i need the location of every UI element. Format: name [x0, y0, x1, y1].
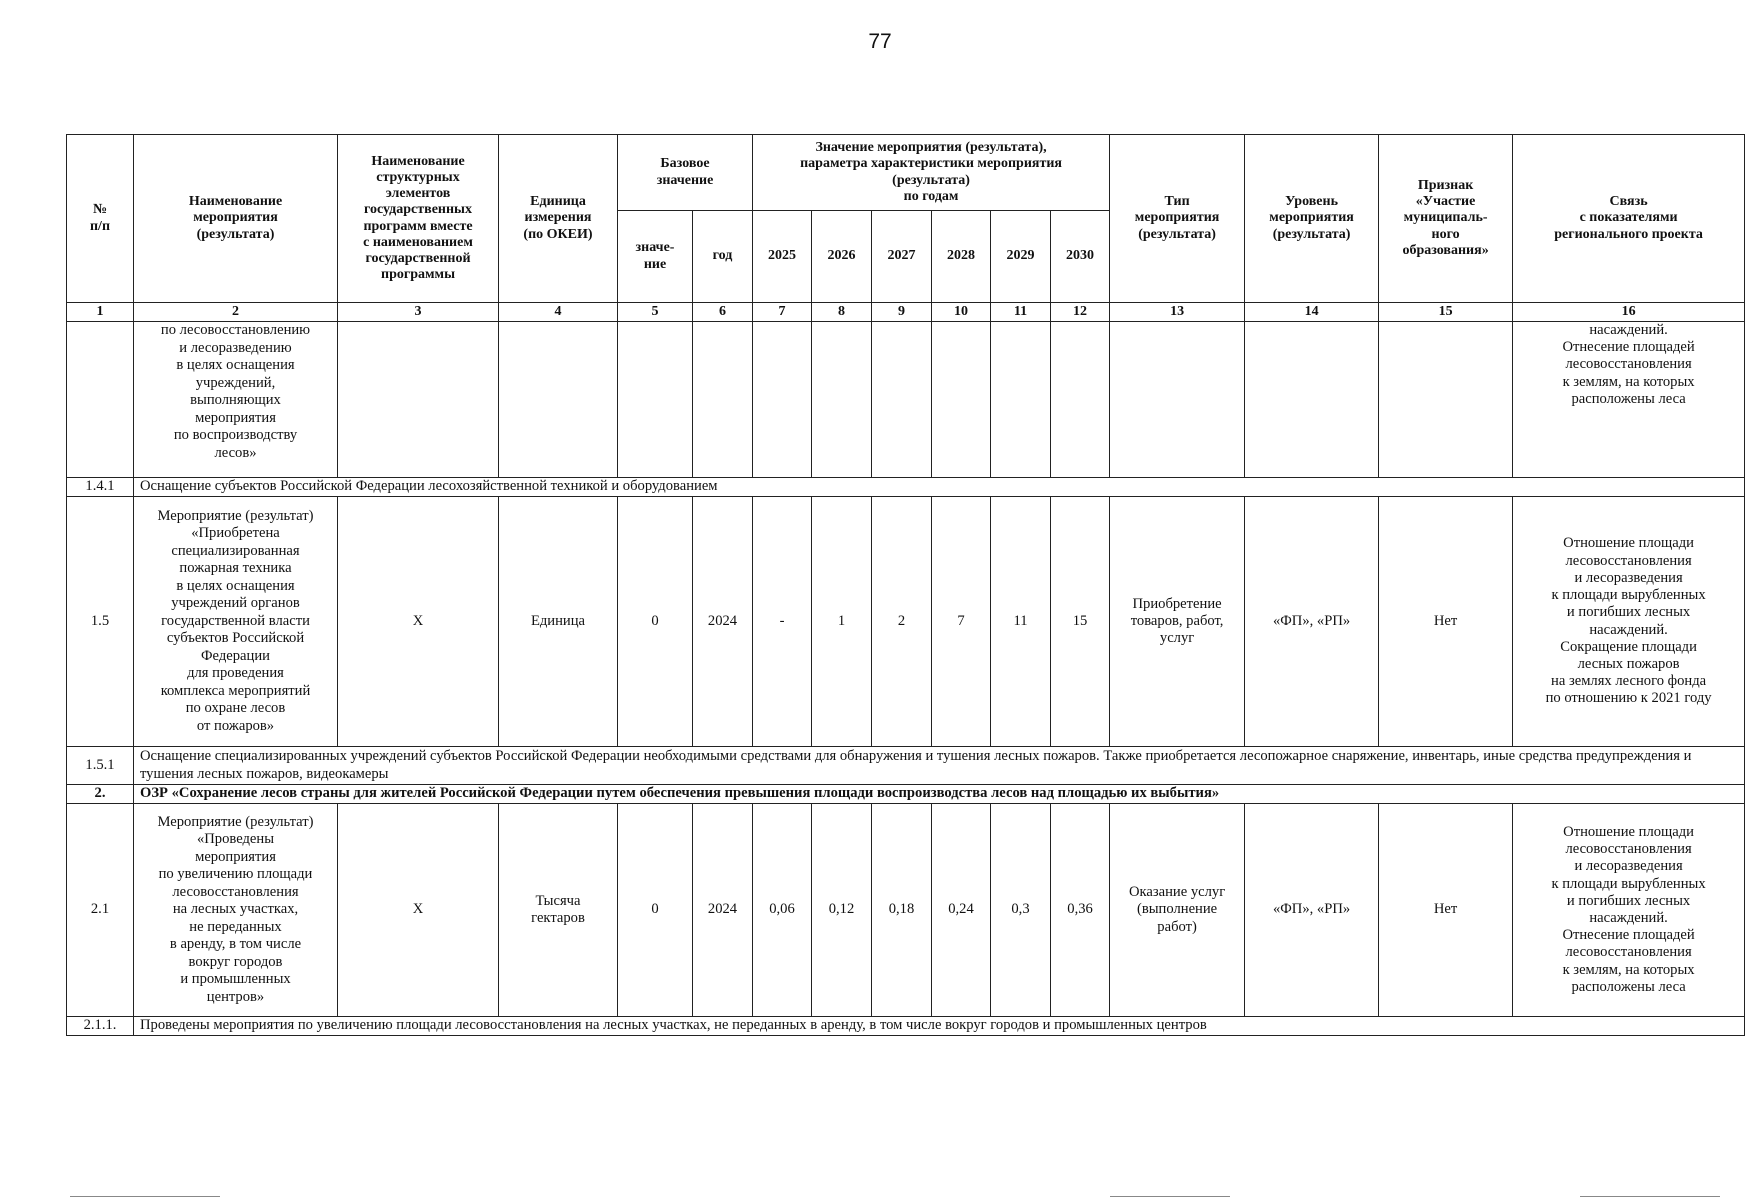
row-num-cell: 2.1.1.: [67, 1017, 134, 1036]
column-number: 8: [812, 303, 872, 322]
unit-cell: [499, 322, 618, 478]
column-number: 15: [1379, 303, 1513, 322]
column-number: 13: [1110, 303, 1245, 322]
column-number: 3: [338, 303, 499, 322]
header-base-value: Базовое значение: [618, 135, 753, 211]
municipal-cell: [1379, 322, 1513, 478]
column-number: 5: [618, 303, 693, 322]
header-base-value-value: значе- ние: [618, 211, 693, 303]
level-cell: [1245, 322, 1379, 478]
year-value-cell: [991, 322, 1051, 478]
column-numbers-row: [67, 303, 1745, 322]
table-row-2: [67, 785, 1745, 804]
header-year-2030: 2030: [1051, 211, 1110, 303]
table-row-1-4-1: [67, 478, 1745, 497]
year-value-cell: [812, 322, 872, 478]
table-row-2-1: [67, 804, 1745, 1017]
unit-cell: Тысяча гектаров: [499, 804, 618, 1017]
header-year-2026: 2026: [812, 211, 872, 303]
municipal-cell: Нет: [1379, 804, 1513, 1017]
year-value-cell: [753, 322, 812, 478]
header-values-by-year: Значение мероприятия (результата), параметра характеристики мероприятия (результата) по годам: [753, 135, 1110, 211]
level-cell: «ФП», «РП»: [1245, 804, 1379, 1017]
row-num-cell: 2.: [67, 785, 134, 804]
column-number: 2: [134, 303, 338, 322]
base-value-cell: 0: [618, 497, 693, 747]
struct-cell: [338, 322, 499, 478]
header-municipal: Признак «Участие муниципаль- ного образования»: [1379, 135, 1513, 303]
row-num-cell: 2.1: [67, 804, 134, 1017]
column-number: 7: [753, 303, 812, 322]
page-number: 77: [868, 30, 892, 53]
type-cell: [1110, 322, 1245, 478]
table-row-continuation: [67, 322, 1745, 478]
page-bottom-rule: [70, 1196, 220, 1197]
table-row-2-1-1: [67, 1017, 1745, 1036]
year-value-cell: 1: [812, 497, 872, 747]
unit-cell: Единица: [499, 497, 618, 747]
year-value-cell: 0,18: [872, 804, 932, 1017]
year-value-cell: 0,36: [1051, 804, 1110, 1017]
year-value-cell: 0,3: [991, 804, 1051, 1017]
header-row-1: [67, 135, 1745, 211]
base-year-cell: 2024: [693, 497, 753, 747]
header-link: Связь с показателями регионального проекта: [1513, 135, 1745, 303]
header-year-2029: 2029: [991, 211, 1051, 303]
page-bottom-rule: [1110, 1196, 1230, 1197]
year-value-cell: 11: [991, 497, 1051, 747]
base-value-cell: 0: [618, 804, 693, 1017]
header-base-value-year: год: [693, 211, 753, 303]
column-number: 12: [1051, 303, 1110, 322]
struct-cell: X: [338, 497, 499, 747]
row-num-cell: 1.5.1: [67, 747, 134, 785]
year-value-cell: 0,12: [812, 804, 872, 1017]
struct-cell: X: [338, 804, 499, 1017]
table-row-1-5: [67, 497, 1745, 747]
event-name-cell: Мероприятие (результат) «Приобретена специализированная пожарная техника в целях оснащения учреждений органов государственной власти субъектов Российской Федерации для проведения комплекса мероприятий по охране лесов от пожаров»: [134, 497, 338, 747]
header-year-2028: 2028: [932, 211, 991, 303]
column-number: 6: [693, 303, 753, 322]
header-year-2027: 2027: [872, 211, 932, 303]
year-value-cell: 15: [1051, 497, 1110, 747]
base-year-cell: 2024: [693, 804, 753, 1017]
year-value-cell: 7: [932, 497, 991, 747]
header-name: Наименование мероприятия (результата): [134, 135, 338, 303]
year-value-cell: [872, 322, 932, 478]
municipal-cell: Нет: [1379, 497, 1513, 747]
row-num-cell: 1.4.1: [67, 478, 134, 497]
base-year-cell: [693, 322, 753, 478]
header-level: Уровень мероприятия (результата): [1245, 135, 1379, 303]
year-value-cell: -: [753, 497, 812, 747]
row-num-cell: 1.5: [67, 497, 134, 747]
row-description-cell: Оснащение субъектов Российской Федерации лесохозяйственной техникой и оборудованием: [134, 478, 1745, 497]
header-struct-elements: Наименование структурных элементов государственных программ вместе с наименованием государственной программы: [338, 135, 499, 303]
type-cell: Приобретение товаров, работ, услуг: [1110, 497, 1245, 747]
page-bottom-rule: [1580, 1196, 1720, 1197]
row-num-cell: [67, 322, 134, 478]
type-cell: Оказание услуг (выполнение работ): [1110, 804, 1245, 1017]
year-value-cell: 2: [872, 497, 932, 747]
base-value-cell: [618, 322, 693, 478]
table-row-1-5-1: [67, 747, 1745, 785]
event-name-cell: Мероприятие (результат) «Проведены мероприятия по увеличению площади лесовосстановления на лесных участках, не переданных в аренду, в том числе вокруг городов и промышленных центров»: [134, 804, 338, 1017]
year-value-cell: [1051, 322, 1110, 478]
column-number: 16: [1513, 303, 1745, 322]
column-number: 4: [499, 303, 618, 322]
column-number: 1: [67, 303, 134, 322]
level-cell: «ФП», «РП»: [1245, 497, 1379, 747]
year-value-cell: 0,06: [753, 804, 812, 1017]
link-cell: Отношение площади лесовосстановления и лесоразведения к площади вырубленных и погибших лесных насаждений. Сокращение площади лесных пожаров на землях лесного фонда по отношению к 2021 году: [1513, 497, 1745, 747]
link-cell: Отношение площади лесовосстановления и лесоразведения к площади вырубленных и погибших лесных насаждений. Отнесение площадей лесовосстановления к землям, на которых расположены леса: [1513, 804, 1745, 1017]
column-number: 14: [1245, 303, 1379, 322]
header-unit: Единица измерения (по ОКЕИ): [499, 135, 618, 303]
column-number: 9: [872, 303, 932, 322]
events-table: [66, 134, 1745, 1036]
column-number: 11: [991, 303, 1051, 322]
year-value-cell: 0,24: [932, 804, 991, 1017]
row-description-cell: Проведены мероприятия по увеличению площади лесовосстановления на лесных участках, не переданных в аренду, в том числе вокруг городов и промышленных центров: [134, 1017, 1745, 1036]
row-description-cell: ОЗР «Сохранение лесов страны для жителей Российской Федерации путем обеспечения превышения площади воспроизводства лесов над площадью их выбытия»: [134, 785, 1745, 804]
header-num: № п/п: [67, 135, 134, 303]
header-type: Тип мероприятия (результата): [1110, 135, 1245, 303]
column-number: 10: [932, 303, 991, 322]
row-description-cell: Оснащение специализированных учреждений субъектов Российской Федерации необходимыми средствами для обнаружения и тушения лесных пожаров. Также приобретается лесопожарное снаряжение, инвентарь, иные средства предупреждения и тушения лесных пожаров, видеокамеры: [134, 747, 1745, 785]
header-year-2025: 2025: [753, 211, 812, 303]
year-value-cell: [932, 322, 991, 478]
event-name-cell: по лесовосстановлению и лесоразведению в целях оснащения учреждений, выполняющих мероприятия по воспроизводству лесов»: [134, 322, 338, 478]
link-cell: насаждений. Отнесение площадей лесовосстановления к землям, на которых расположены леса: [1513, 322, 1745, 478]
